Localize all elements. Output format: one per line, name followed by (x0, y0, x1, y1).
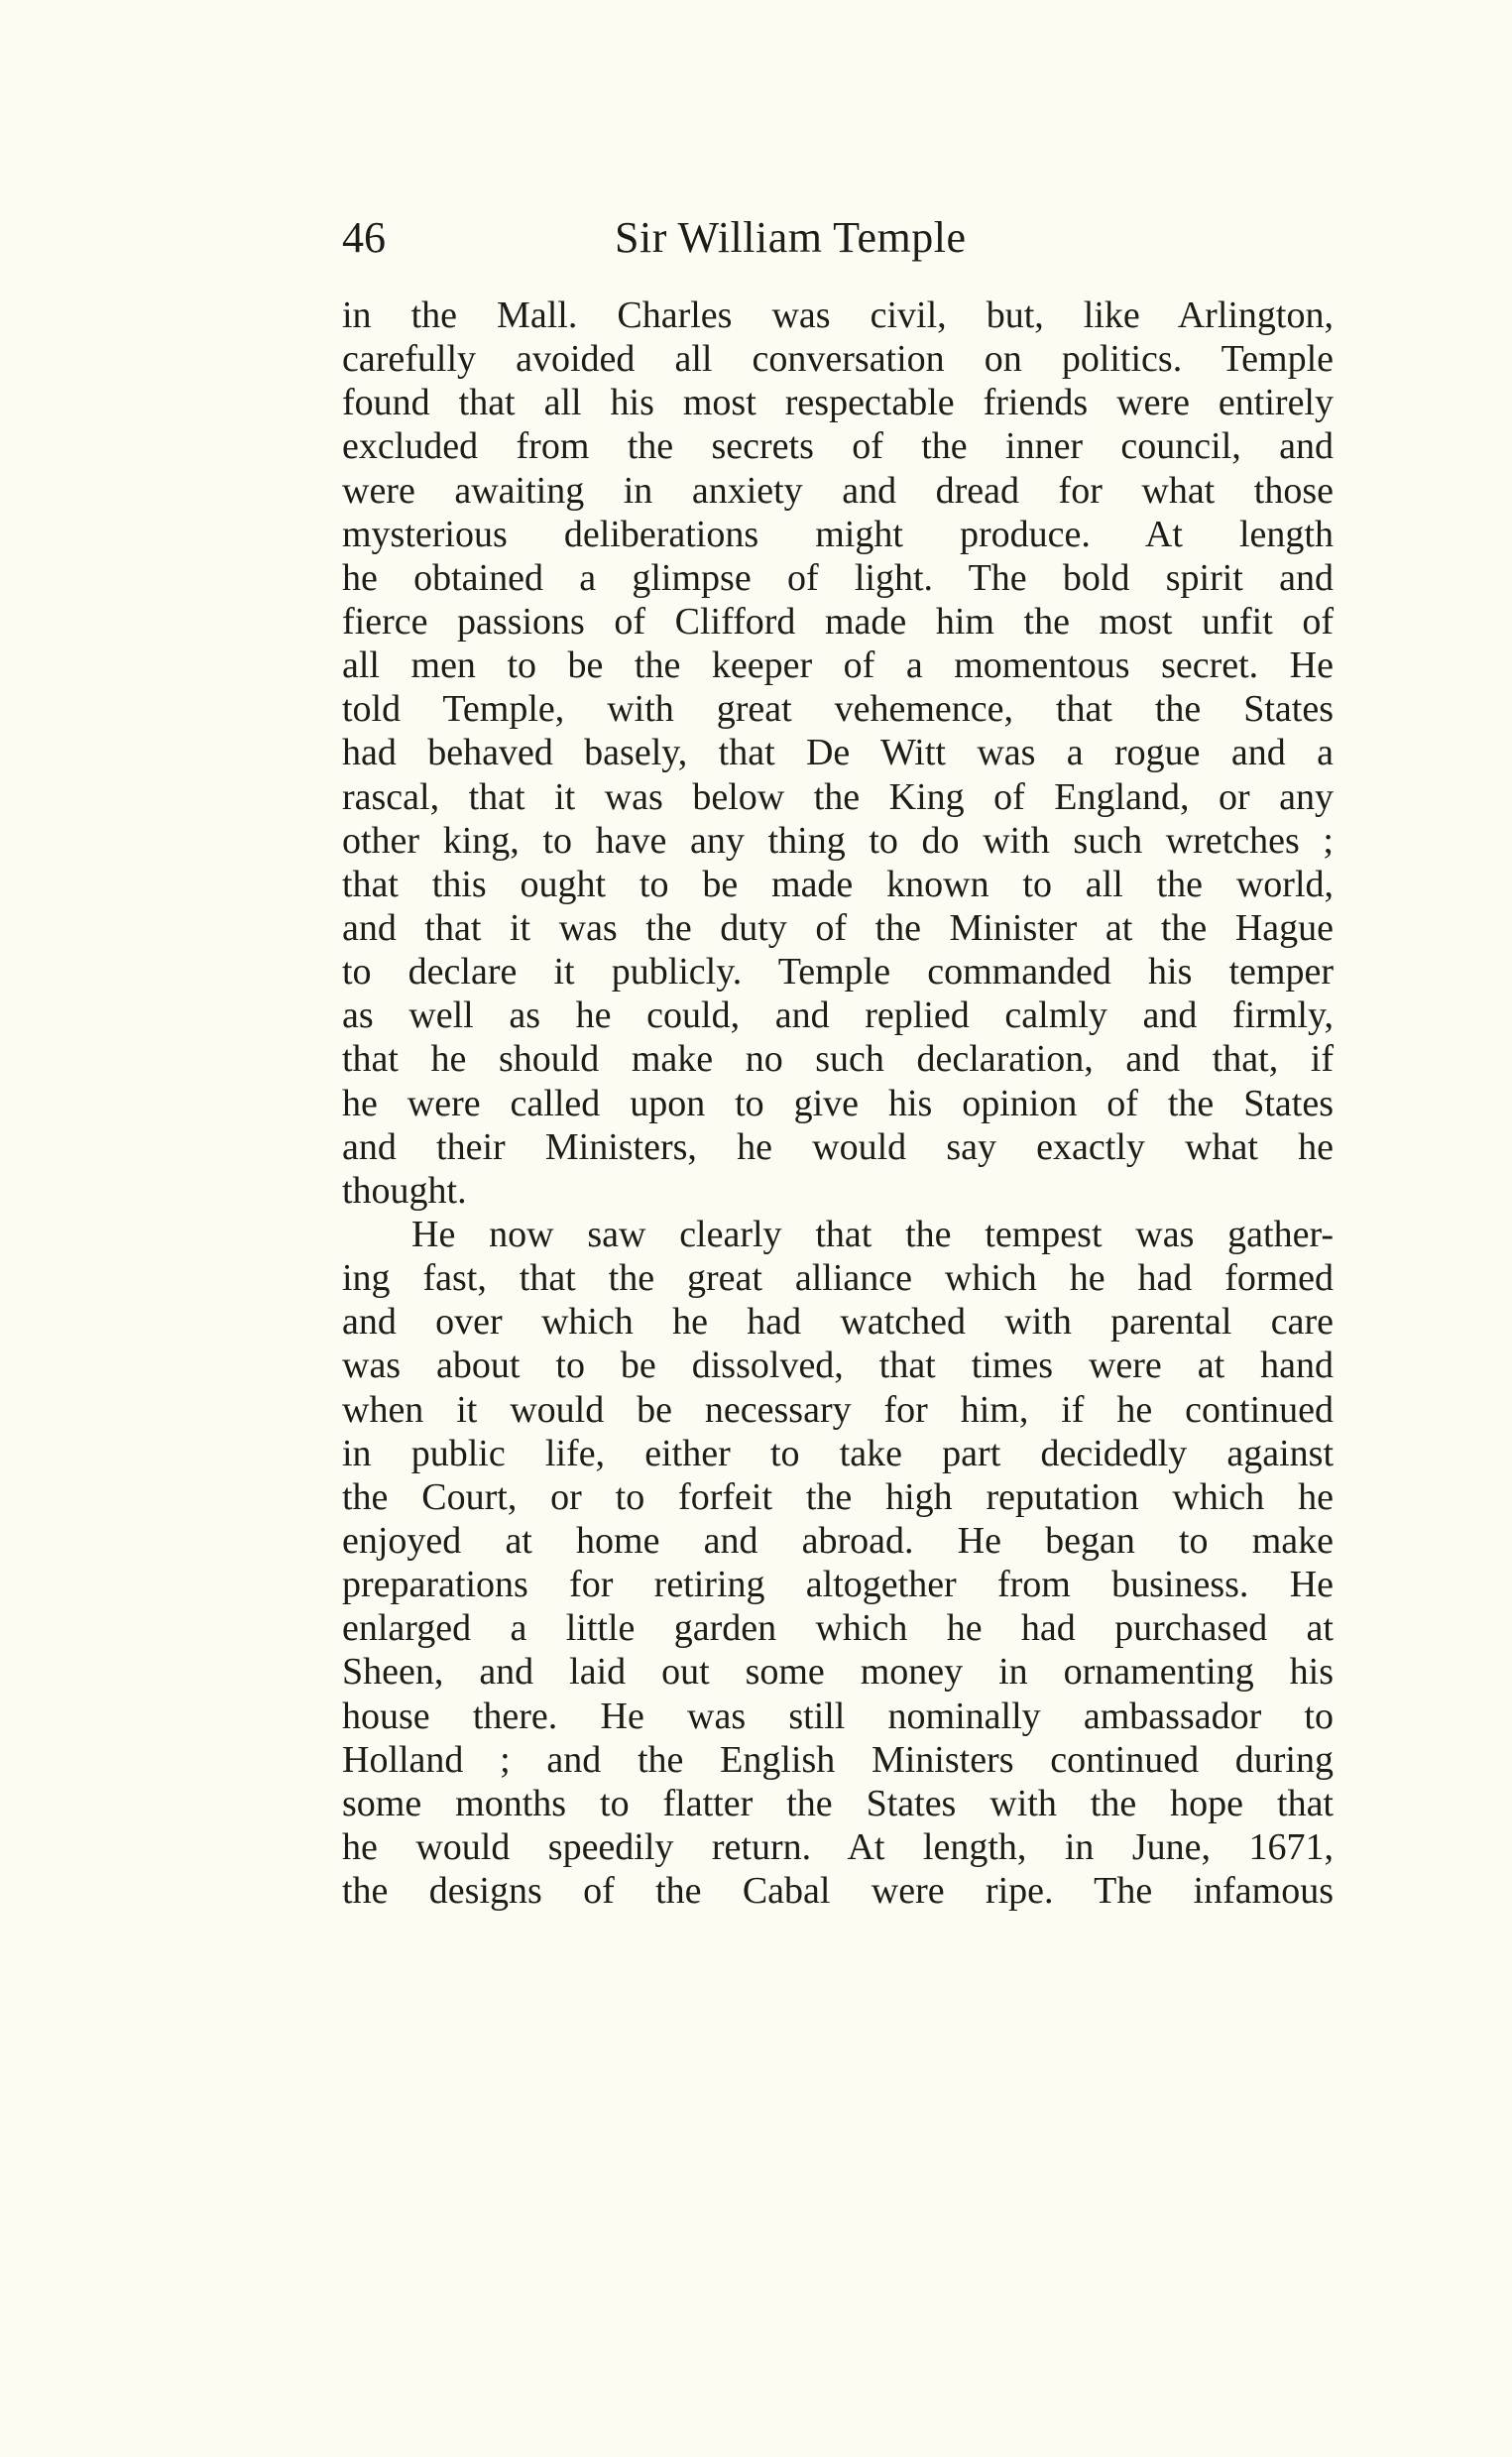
text-line: found that all his most respectable friends were entirely (342, 382, 1334, 424)
text-line: when it would be necessary for him, if he continued (342, 1388, 1334, 1431)
page-number: 46 (342, 213, 386, 262)
text-line: that he should make no such declaration, and that, if (342, 1038, 1334, 1081)
text-line: and over which he had watched with parental care (342, 1301, 1334, 1344)
text-line: were awaiting in anxiety and dread for what those (342, 469, 1334, 512)
text-line: all men to be the keeper of a momentous secret. He (342, 644, 1334, 687)
text-line: excluded from the secrets of the inner council, and (342, 425, 1334, 468)
paragraph-end-line: thought. (342, 1169, 467, 1212)
text-line: that this ought to be made known to all the world, (342, 863, 1334, 905)
text-line: fierce passions of Clifford made him the most unfit of (342, 600, 1334, 643)
body-text (342, 293, 1334, 1913)
text-line: was about to be dissolved, that times were at hand (342, 1345, 1334, 1387)
text-line: the Court, or to forfeit the high reputation which he (342, 1475, 1334, 1518)
text-line: told Temple, with great vehemence, that the States (342, 688, 1334, 731)
text-line: house there. He was still nominally ambassador to (342, 1695, 1334, 1737)
text-line: carefully avoided all conversation on politics. Temple (342, 338, 1334, 381)
running-head (342, 203, 1334, 273)
text-line: he were called upon to give his opinion of the States (342, 1082, 1334, 1124)
text-line: other king, to have any thing to do with such wretches ; (342, 819, 1334, 862)
text-line: he obtained a glimpse of light. The bold spirit and (342, 556, 1334, 599)
text-line: rascal, that it was below the King of England, or any (342, 775, 1334, 818)
text-line: enjoyed at home and abroad. He began to make (342, 1519, 1334, 1562)
text-line: in public life, either to take part decidedly against (342, 1432, 1334, 1474)
text-line: to declare it publicly. Temple commanded his temper (342, 951, 1334, 994)
text-line: ing fast, that the great alliance which he had formed (342, 1257, 1334, 1300)
text-line: Holland ; and the English Ministers continued during (342, 1738, 1334, 1781)
text-line: mysterious deliberations might produce. At length (342, 513, 1334, 555)
text-line: had behaved basely, that De Witt was a rogue and a (342, 732, 1334, 774)
text-line: as well as he could, and replied calmly and firmly, (342, 994, 1334, 1037)
text-line: some months to flatter the States with the hope that (342, 1782, 1334, 1824)
text-line: enlarged a little garden which he had purchased at (342, 1607, 1334, 1650)
text-line: he would speedily return. At length, in June, 1671, (342, 1825, 1334, 1868)
paragraph-first-line: He now saw clearly that the tempest was gather- (411, 1213, 1334, 1255)
text-line: Sheen, and laid out some money in ornamenting his (342, 1651, 1334, 1694)
text-line: in the Mall. Charles was civil, but, like Arlington, (342, 294, 1334, 336)
text-line: and their Ministers, he would say exactly what he (342, 1125, 1334, 1168)
text-line: the designs of the Cabal were ripe. The infamous (342, 1870, 1334, 1913)
running-title: Sir William Temple (615, 213, 967, 262)
text-line: preparations for retiring altogether from business. He (342, 1564, 1334, 1606)
text-line: and that it was the duty of the Minister at the Hague (342, 906, 1334, 949)
